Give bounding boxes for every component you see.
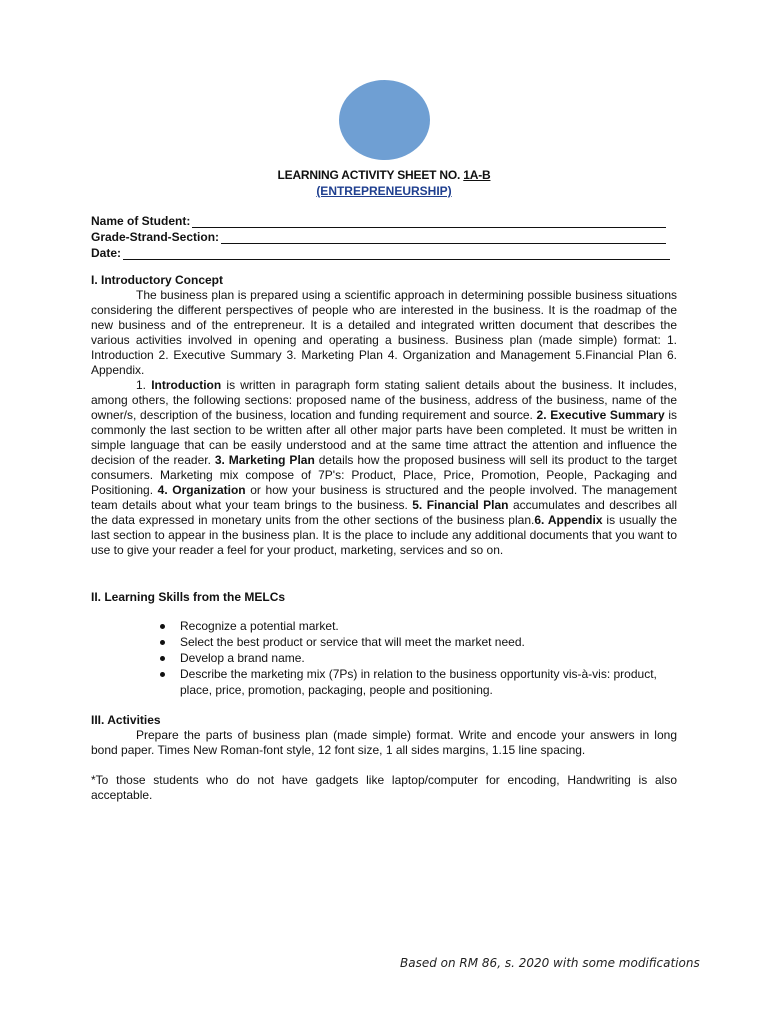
bullet-icon xyxy=(160,672,165,677)
title-prefix: LEARNING ACTIVITY SHEET NO. xyxy=(277,168,464,182)
section3-paragraph2: *To those students who do not have gadgets like laptop/computer for encoding, Handwriting is also acceptable. xyxy=(91,773,677,802)
section3-paragraph1: Prepare the parts of business plan (made simple) format. Write and encode your answers in long bond paper. Times New Roman-font style, 12 font size, 1 all sides margins, 1.15 line spacing. xyxy=(91,728,677,757)
bullet-icon xyxy=(160,624,165,629)
list-item: Describe the marketing mix (7Ps) in relation to the business opportunity vis-à-vis: product, place, price, promotion, packaging, people and positioning. xyxy=(158,666,678,698)
page-subtitle: (ENTREPRENEURSHIP) xyxy=(316,184,452,198)
section3-heading: III. Activities xyxy=(91,713,161,727)
section1-paragraph2: 1. Introduction is written in paragraph form stating salient details about the business. It includes, among others, the following sections: proposed name of the business, address of the business, name of the owner/s, description of the business, location and funding requirement and source. 2. Executive Summary is commonly the last section to be written after all other major parts have been completed. It must be written in simple language that can be easily understood and at the same time attract the attention and influence the decision of the reader. 3. Marketing Plan details how the proposed business will sell its product to the target consumers. Marketing mix compose of 7P's: Product, Place, Price, Promotion, People, Packaging and Positioning. 4. Organization or how your business is structured and the people involved. The management team details about what your team brings to the business. 5. Financial Plan accumulates and describes all the data expressed in monetary units from the other sections of the business plan.6. Appendix is usually the last section to appear in the business plan. It is the place to include any additional documents that you want to use to give your reader a feel for your product, marketing, services and so on. xyxy=(91,378,678,557)
list-item: Select the best product or service that will meet the market need. xyxy=(158,634,678,650)
section1-heading: I. Introductory Concept xyxy=(91,273,223,287)
student-name-field[interactable] xyxy=(91,212,681,228)
bullet-icon xyxy=(160,640,165,645)
page-title xyxy=(0,168,768,182)
list-item: Recognize a potential market. xyxy=(158,618,678,634)
section1-paragraph1: The business plan is prepared using a scientific approach in determining possible business situations considering the different perspectives of people who are interested in the business. It is the roadmap of the new business and of the entrepreneur. It is a detailed and integrated written document that describes the various activities involved in opening and operating a business. Business plan (made simple) format: 1. Introduction 2. Executive Summary 3. Marketing Plan 4. Organization and Management 5.Financial Plan 6. Appendix. xyxy=(91,288,677,377)
footer-note: Based on RM 86, s. 2020 with some modifications xyxy=(400,956,700,970)
student-info-fields xyxy=(91,212,681,260)
student-name-label: Name of Student: xyxy=(91,214,191,228)
bullet-icon xyxy=(160,656,165,661)
grade-section-label: Grade-Strand-Section: xyxy=(91,230,220,244)
title-code: 1A-B xyxy=(463,168,491,182)
section2-heading: II. Learning Skills from the MELCs xyxy=(91,590,286,604)
date-field[interactable] xyxy=(91,244,681,260)
melc-list xyxy=(158,618,678,698)
logo-circle xyxy=(339,80,430,160)
list-item: Develop a brand name. xyxy=(158,650,678,666)
date-label: Date: xyxy=(91,246,122,260)
grade-section-field[interactable] xyxy=(91,228,681,244)
